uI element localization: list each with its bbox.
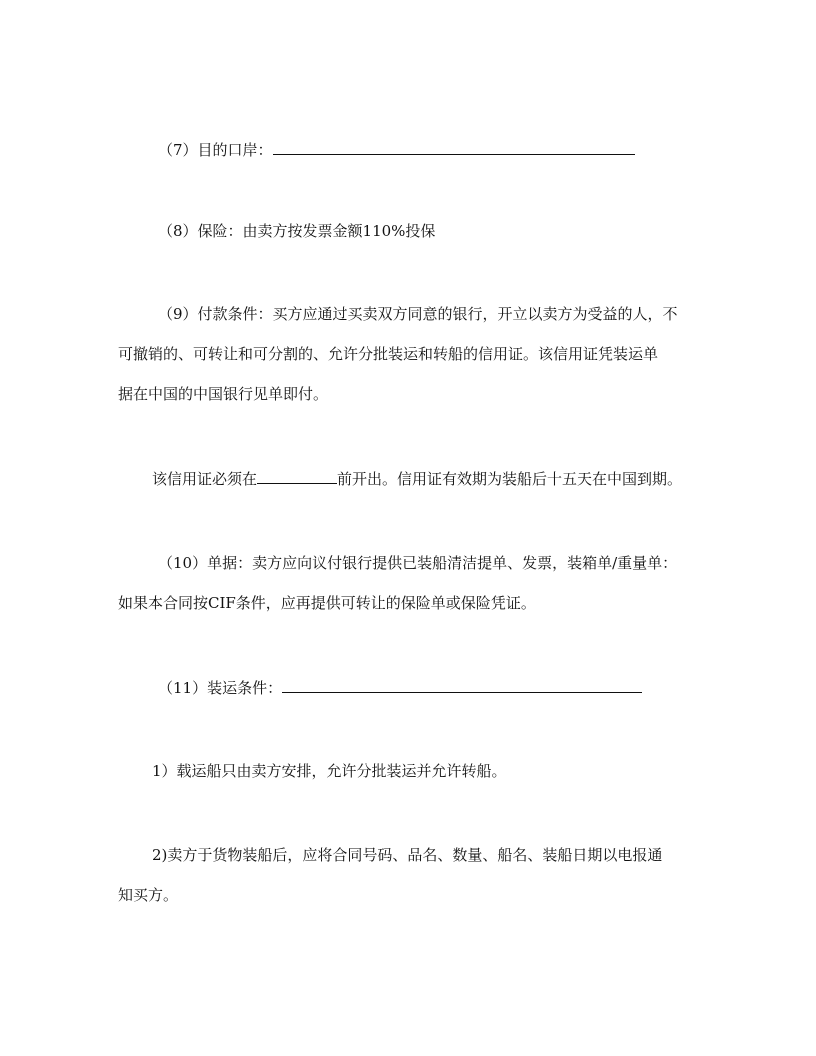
lc-deadline-blank xyxy=(257,469,337,484)
clause-9-line-3: 据在中国的中国银行见单即付。 xyxy=(118,385,329,403)
clause-9-line-1: （9）付款条件：买方应通过买卖双方同意的银行，开立以卖方为受益的人，不 xyxy=(158,305,678,323)
clause-7-label: （7）目的口岸： xyxy=(158,141,273,159)
destination-port-blank xyxy=(273,140,635,155)
shipping-term-1: 1）载运船只由卖方安排，允许分批装运并允许转船。 xyxy=(152,762,507,780)
clause-11 xyxy=(158,678,642,698)
lc-deadline-clause xyxy=(152,469,682,489)
shipping-term-2-line-2: 知买方。 xyxy=(118,886,179,904)
clause-7 xyxy=(158,140,635,160)
clause-10-line-1: （10）单据：卖方应向议付银行提供已装船清洁提单、发票，装箱单/重量单： xyxy=(158,554,678,572)
clause-9-line-2: 可撤销的、可转让和可分割的、允许分批装运和转船的信用证。该信用证凭装运单 xyxy=(118,345,659,363)
clause-11-label: （11）装运条件： xyxy=(158,679,283,697)
shipping-terms-blank xyxy=(282,678,642,693)
lc-deadline-after: 前开出。信用证有效期为装船后十五天在中国到期。 xyxy=(337,470,683,488)
clause-10-line-2: 如果本合同按CIF条件，应再提供可转让的保险单或保险凭证。 xyxy=(118,594,536,612)
shipping-term-2-line-1: 2)卖方于货物装船后，应将合同号码、品名、数量、船名、装船日期以电报通 xyxy=(152,846,663,864)
lc-deadline-before: 该信用证必须在 xyxy=(152,470,258,488)
clause-8: （8）保险：由卖方按发票金额110%投保 xyxy=(158,222,436,240)
